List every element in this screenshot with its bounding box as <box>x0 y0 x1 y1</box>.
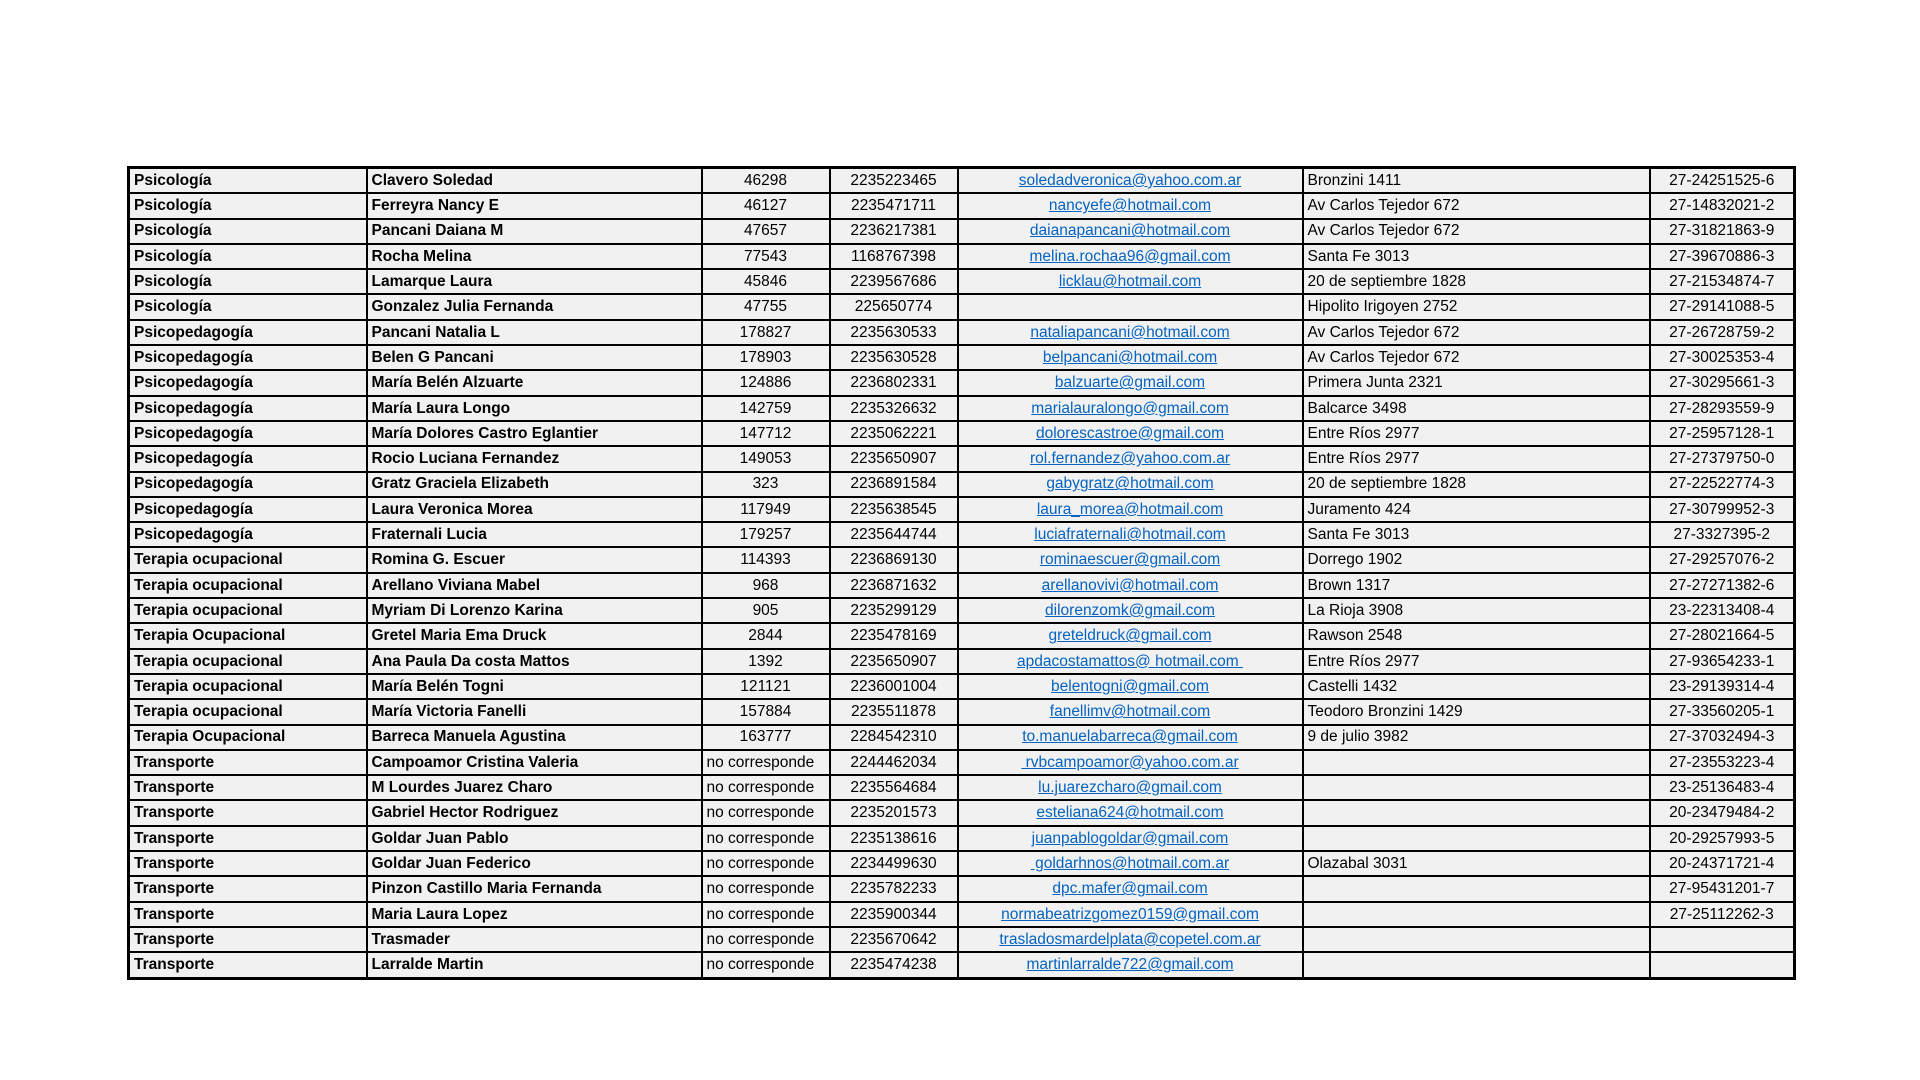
phone-cell: 2236869130 <box>830 547 958 572</box>
number-cell: 178903 <box>702 345 830 370</box>
email-cell <box>958 623 1303 648</box>
category-cell: Psicopedagogía <box>129 446 367 471</box>
table-row <box>129 472 1795 497</box>
number-cell: 178827 <box>702 320 830 345</box>
address-cell: Balcarce 3498 <box>1303 396 1650 421</box>
table-row <box>129 294 1795 319</box>
cuit-cell: 27-25112262-3 <box>1650 902 1795 927</box>
category-cell: Transporte <box>129 750 367 775</box>
cuit-cell: 27-33560205-1 <box>1650 699 1795 724</box>
phone-cell: 2235511878 <box>830 699 958 724</box>
category-cell: Transporte <box>129 902 367 927</box>
category-cell: Psicopedagogía <box>129 370 367 395</box>
number-cell: no corresponde <box>702 876 830 901</box>
table-row <box>129 573 1795 598</box>
email-link[interactable]: arellanovivi@hotmail.com <box>1041 576 1219 594</box>
email-link[interactable]: soledadveronica@yahoo.com.ar <box>1018 171 1242 189</box>
cuit-cell: 27-39670886-3 <box>1650 244 1795 269</box>
name-cell: Barreca Manuela Agustina <box>367 725 702 750</box>
email-cell <box>958 421 1303 446</box>
phone-cell: 2235138616 <box>830 826 958 851</box>
address-cell: Brown 1317 <box>1303 573 1650 598</box>
category-cell: Psicología <box>129 219 367 244</box>
number-cell: 47657 <box>702 219 830 244</box>
cuit-cell: 20-24371721-4 <box>1650 851 1795 876</box>
cuit-cell: 27-14832021-2 <box>1650 193 1795 218</box>
table-row <box>129 320 1795 345</box>
email-cell <box>958 851 1303 876</box>
email-cell <box>958 775 1303 800</box>
email-link[interactable]: apdacostamattos@ hotmail.com <box>1017 652 1243 670</box>
email-link[interactable]: martinlarralde722@gmail.com <box>1026 956 1234 974</box>
category-cell: Psicopedagogía <box>129 421 367 446</box>
email-cell <box>958 902 1303 927</box>
email-link[interactable]: trasladosmardelplata@copetel.com.ar <box>999 930 1261 948</box>
category-cell: Psicología <box>129 168 367 194</box>
phone-cell: 2235201573 <box>830 800 958 825</box>
address-cell: Primera Junta 2321 <box>1303 370 1650 395</box>
phone-cell: 2235223465 <box>830 168 958 194</box>
name-cell: Gratz Graciela Elizabeth <box>367 472 702 497</box>
cuit-cell: 27-29257076-2 <box>1650 547 1795 572</box>
email-link[interactable]: rvbcampoamor@yahoo.com.ar <box>1021 753 1239 771</box>
name-cell: Gretel Maria Ema Druck <box>367 623 702 648</box>
phone-cell: 2236871632 <box>830 573 958 598</box>
name-cell: María Belén Alzuarte <box>367 370 702 395</box>
name-cell: Maria Laura Lopez <box>367 902 702 927</box>
cuit-cell: 27-30295661-3 <box>1650 370 1795 395</box>
name-cell: Goldar Juan Pablo <box>367 826 702 851</box>
email-cell <box>958 927 1303 952</box>
name-cell: Laura Veronica Morea <box>367 497 702 522</box>
category-cell: Psicopedagogía <box>129 472 367 497</box>
phone-cell: 2236001004 <box>830 674 958 699</box>
cuit-cell: 27-22522774-3 <box>1650 472 1795 497</box>
table-row <box>129 623 1795 648</box>
address-cell <box>1303 775 1650 800</box>
address-cell: Entre Ríos 2977 <box>1303 446 1650 471</box>
email-cell <box>958 547 1303 572</box>
category-cell: Transporte <box>129 851 367 876</box>
name-cell: María Victoria Fanelli <box>367 699 702 724</box>
category-cell: Psicología <box>129 269 367 294</box>
name-cell: Gonzalez Julia Fernanda <box>367 294 702 319</box>
email-link[interactable]: dolorescastroe@gmail.com <box>1035 424 1225 442</box>
address-cell: Entre Ríos 2977 <box>1303 649 1650 674</box>
table-row <box>129 547 1795 572</box>
address-cell <box>1303 952 1650 978</box>
email-cell <box>958 396 1303 421</box>
phone-cell: 2235650907 <box>830 649 958 674</box>
email-cell <box>958 472 1303 497</box>
table-row <box>129 244 1795 269</box>
number-cell: 163777 <box>702 725 830 750</box>
name-cell: Arellano Viviana Mabel <box>367 573 702 598</box>
phone-cell: 2244462034 <box>830 750 958 775</box>
email-link[interactable]: greteldruck@gmail.com <box>1048 627 1212 645</box>
phone-cell: 2235564684 <box>830 775 958 800</box>
address-cell <box>1303 750 1650 775</box>
email-link[interactable]: goldarhnos@hotmail.com.ar <box>1030 854 1230 872</box>
email-link[interactable]: licklau@hotmail.com <box>1058 273 1202 291</box>
email-cell <box>958 219 1303 244</box>
email-cell <box>958 345 1303 370</box>
table-row <box>129 168 1795 194</box>
phone-cell: 2235471711 <box>830 193 958 218</box>
email-link[interactable]: dilorenzomk@gmail.com <box>1045 601 1215 619</box>
table-row <box>129 851 1795 876</box>
contacts-table-body <box>129 168 1795 979</box>
email-cell <box>958 370 1303 395</box>
address-cell: Teodoro Bronzini 1429 <box>1303 699 1650 724</box>
phone-cell: 2235782233 <box>830 876 958 901</box>
number-cell: 46298 <box>702 168 830 194</box>
phone-cell: 2235630533 <box>830 320 958 345</box>
number-cell: 323 <box>702 472 830 497</box>
name-cell: Pinzon Castillo Maria Fernanda <box>367 876 702 901</box>
email-link[interactable]: lu.juarezcharo@gmail.com <box>1038 779 1222 797</box>
address-cell: La Rioja 3908 <box>1303 598 1650 623</box>
table-row <box>129 345 1795 370</box>
table-row <box>129 876 1795 901</box>
number-cell: 968 <box>702 573 830 598</box>
category-cell: Psicopedagogía <box>129 345 367 370</box>
cuit-cell: 27-26728759-2 <box>1650 320 1795 345</box>
email-link[interactable]: nancyefe@hotmail.com <box>1048 197 1212 215</box>
email-cell <box>958 497 1303 522</box>
email-link[interactable]: juanpablogoldar@gmail.com <box>1031 829 1229 847</box>
phone-cell: 225650774 <box>830 294 958 319</box>
address-cell: Av Carlos Tejedor 672 <box>1303 193 1650 218</box>
address-cell: Olazabal 3031 <box>1303 851 1650 876</box>
email-cell <box>958 699 1303 724</box>
number-cell: 47755 <box>702 294 830 319</box>
cuit-cell: 27-28293559-9 <box>1650 396 1795 421</box>
number-cell: 124886 <box>702 370 830 395</box>
cuit-cell: 27-3327395-2 <box>1650 522 1795 547</box>
email-link[interactable]: fanellimv@hotmail.com <box>1049 703 1211 721</box>
address-cell: Bronzini 1411 <box>1303 168 1650 194</box>
category-cell: Terapia ocupacional <box>129 598 367 623</box>
name-cell: Rocio Luciana Fernandez <box>367 446 702 471</box>
table-row <box>129 800 1795 825</box>
name-cell: Larralde Martin <box>367 952 702 978</box>
cuit-cell <box>1650 952 1795 978</box>
category-cell: Terapia ocupacional <box>129 649 367 674</box>
category-cell: Psicopedagogía <box>129 320 367 345</box>
number-cell: 121121 <box>702 674 830 699</box>
number-cell: 1392 <box>702 649 830 674</box>
phone-cell: 2235478169 <box>830 623 958 648</box>
number-cell: no corresponde <box>702 902 830 927</box>
cuit-cell <box>1650 927 1795 952</box>
document-page <box>127 166 1796 980</box>
cuit-cell: 27-21534874-7 <box>1650 269 1795 294</box>
category-cell: Psicología <box>129 244 367 269</box>
cuit-cell: 27-30025353-4 <box>1650 345 1795 370</box>
category-cell: Transporte <box>129 927 367 952</box>
address-cell: Av Carlos Tejedor 672 <box>1303 320 1650 345</box>
name-cell: Ana Paula Da costa Mattos <box>367 649 702 674</box>
address-cell: Juramento 424 <box>1303 497 1650 522</box>
table-row <box>129 497 1795 522</box>
address-cell: Dorrego 1902 <box>1303 547 1650 572</box>
category-cell: Terapia ocupacional <box>129 674 367 699</box>
category-cell: Transporte <box>129 800 367 825</box>
name-cell: M Lourdes Juarez Charo <box>367 775 702 800</box>
name-cell: Romina G. Escuer <box>367 547 702 572</box>
category-cell: Psicopedagogía <box>129 522 367 547</box>
name-cell: Belen G Pancani <box>367 345 702 370</box>
category-cell: Transporte <box>129 775 367 800</box>
email-cell <box>958 674 1303 699</box>
table-row <box>129 725 1795 750</box>
table-row <box>129 699 1795 724</box>
address-cell: 20 de septiembre 1828 <box>1303 269 1650 294</box>
email-link[interactable]: marialauralongo@gmail.com <box>1031 399 1229 417</box>
email-link[interactable]: dpc.mafer@gmail.com <box>1052 880 1208 898</box>
email-cell <box>958 750 1303 775</box>
table-row <box>129 370 1795 395</box>
email-cell <box>958 598 1303 623</box>
phone-cell: 2235644744 <box>830 522 958 547</box>
category-cell: Transporte <box>129 952 367 978</box>
address-cell: Av Carlos Tejedor 672 <box>1303 345 1650 370</box>
phone-cell: 2235630528 <box>830 345 958 370</box>
cuit-cell: 27-31821863-9 <box>1650 219 1795 244</box>
number-cell: 157884 <box>702 699 830 724</box>
phone-cell: 2284542310 <box>830 725 958 750</box>
email-cell <box>958 573 1303 598</box>
name-cell: Trasmader <box>367 927 702 952</box>
category-cell: Transporte <box>129 876 367 901</box>
phone-cell: 2235326632 <box>830 396 958 421</box>
number-cell: no corresponde <box>702 775 830 800</box>
phone-cell: 2236802331 <box>830 370 958 395</box>
cuit-cell: 23-29139314-4 <box>1650 674 1795 699</box>
email-link[interactable]: balzuarte@gmail.com <box>1054 374 1206 392</box>
contacts-table <box>127 166 1796 980</box>
address-cell: Hipolito Irigoyen 2752 <box>1303 294 1650 319</box>
address-cell <box>1303 876 1650 901</box>
number-cell: 46127 <box>702 193 830 218</box>
number-cell: 905 <box>702 598 830 623</box>
table-row <box>129 522 1795 547</box>
name-cell: Lamarque Laura <box>367 269 702 294</box>
number-cell: 77543 <box>702 244 830 269</box>
email-cell <box>958 725 1303 750</box>
phone-cell: 2235638545 <box>830 497 958 522</box>
number-cell: no corresponde <box>702 800 830 825</box>
email-link[interactable]: belentogni@gmail.com <box>1051 677 1209 695</box>
table-row <box>129 649 1795 674</box>
name-cell: Clavero Soledad <box>367 168 702 194</box>
email-cell <box>958 826 1303 851</box>
cuit-cell: 23-22313408-4 <box>1650 598 1795 623</box>
cuit-cell: 27-95431201-7 <box>1650 876 1795 901</box>
address-cell: Entre Ríos 2977 <box>1303 421 1650 446</box>
email-link[interactable]: to.manuelabarreca@gmail.com <box>1022 728 1238 746</box>
phone-cell: 2235299129 <box>830 598 958 623</box>
number-cell: 117949 <box>702 497 830 522</box>
category-cell: Psicopedagogía <box>129 396 367 421</box>
email-link[interactable]: luciafraternali@hotmail.com <box>1034 526 1226 544</box>
email-link[interactable]: laura_morea@hotmail.com <box>1036 500 1224 518</box>
email-link[interactable]: esteliana624@hotmail.com <box>1036 804 1224 822</box>
table-row <box>129 219 1795 244</box>
cuit-cell: 27-30799952-3 <box>1650 497 1795 522</box>
email-cell <box>958 522 1303 547</box>
table-row <box>129 446 1795 471</box>
address-cell <box>1303 826 1650 851</box>
table-row <box>129 193 1795 218</box>
cuit-cell: 27-23553223-4 <box>1650 750 1795 775</box>
cuit-cell: 20-23479484-2 <box>1650 800 1795 825</box>
category-cell: Terapia ocupacional <box>129 547 367 572</box>
name-cell: María Laura Longo <box>367 396 702 421</box>
email-cell <box>958 244 1303 269</box>
cuit-cell: 27-24251525-6 <box>1650 168 1795 194</box>
category-cell: Terapia ocupacional <box>129 573 367 598</box>
name-cell: Campoamor Cristina Valeria <box>367 750 702 775</box>
name-cell: Gabriel Hector Rodriguez <box>367 800 702 825</box>
table-row <box>129 750 1795 775</box>
address-cell: Santa Fe 3013 <box>1303 244 1650 269</box>
name-cell: Pancani Daiana M <box>367 219 702 244</box>
phone-cell: 2235474238 <box>830 952 958 978</box>
table-row <box>129 421 1795 446</box>
cuit-cell: 27-28021664-5 <box>1650 623 1795 648</box>
cuit-cell: 23-25136483-4 <box>1650 775 1795 800</box>
cuit-cell: 27-93654233-1 <box>1650 649 1795 674</box>
number-cell: 147712 <box>702 421 830 446</box>
email-cell <box>958 649 1303 674</box>
address-cell: Santa Fe 3013 <box>1303 522 1650 547</box>
name-cell: María Belén Togni <box>367 674 702 699</box>
email-cell <box>958 800 1303 825</box>
table-row <box>129 927 1795 952</box>
email-link[interactable]: daianapancani@hotmail.com <box>1029 222 1231 240</box>
number-cell: no corresponde <box>702 927 830 952</box>
table-row <box>129 598 1795 623</box>
number-cell: 45846 <box>702 269 830 294</box>
phone-cell: 2234499630 <box>830 851 958 876</box>
email-link[interactable]: normabeatrizgomez0159@gmail.com <box>1001 905 1259 923</box>
category-cell: Terapia ocupacional <box>129 699 367 724</box>
email-link[interactable]: belpancani@hotmail.com <box>1042 348 1218 366</box>
address-cell: Av Carlos Tejedor 672 <box>1303 219 1650 244</box>
phone-cell: 2235062221 <box>830 421 958 446</box>
table-row <box>129 902 1795 927</box>
cuit-cell: 27-25957128-1 <box>1650 421 1795 446</box>
number-cell: 142759 <box>702 396 830 421</box>
name-cell: Rocha Melina <box>367 244 702 269</box>
email-cell <box>958 446 1303 471</box>
cuit-cell: 27-27379750-0 <box>1650 446 1795 471</box>
address-cell <box>1303 800 1650 825</box>
email-cell <box>958 168 1303 194</box>
email-link[interactable]: melina.rochaa96@gmail.com <box>1029 247 1231 265</box>
name-cell: Pancani Natalia L <box>367 320 702 345</box>
email-cell <box>958 320 1303 345</box>
table-row <box>129 826 1795 851</box>
name-cell: Myriam Di Lorenzo Karina <box>367 598 702 623</box>
category-cell: Psicología <box>129 193 367 218</box>
address-cell: 9 de julio 3982 <box>1303 725 1650 750</box>
name-cell: Fraternali Lucia <box>367 522 702 547</box>
number-cell: 179257 <box>702 522 830 547</box>
phone-cell: 2239567686 <box>830 269 958 294</box>
email-link[interactable]: rol.fernandez@yahoo.com.ar <box>1029 450 1231 468</box>
name-cell: Ferreyra Nancy E <box>367 193 702 218</box>
category-cell: Psicología <box>129 294 367 319</box>
email-link[interactable]: gabygratz@hotmail.com <box>1046 475 1214 493</box>
category-cell: Terapia Ocupacional <box>129 623 367 648</box>
phone-cell: 2236217381 <box>830 219 958 244</box>
cuit-cell: 27-27271382-6 <box>1650 573 1795 598</box>
number-cell: no corresponde <box>702 750 830 775</box>
email-cell <box>958 294 1303 319</box>
number-cell: no corresponde <box>702 826 830 851</box>
cuit-cell: 27-37032494-3 <box>1650 725 1795 750</box>
category-cell: Transporte <box>129 826 367 851</box>
number-cell: 2844 <box>702 623 830 648</box>
table-row <box>129 674 1795 699</box>
table-row <box>129 775 1795 800</box>
phone-cell: 2235900344 <box>830 902 958 927</box>
number-cell: 149053 <box>702 446 830 471</box>
address-cell: Castelli 1432 <box>1303 674 1650 699</box>
cuit-cell: 20-29257993-5 <box>1650 826 1795 851</box>
phone-cell: 1168767398 <box>830 244 958 269</box>
category-cell: Terapia Ocupacional <box>129 725 367 750</box>
address-cell: 20 de septiembre 1828 <box>1303 472 1650 497</box>
email-cell <box>958 876 1303 901</box>
phone-cell: 2236891584 <box>830 472 958 497</box>
email-link[interactable]: nataliapancani@hotmail.com <box>1030 323 1230 341</box>
address-cell <box>1303 902 1650 927</box>
table-row <box>129 269 1795 294</box>
email-cell <box>958 952 1303 978</box>
table-row <box>129 396 1795 421</box>
number-cell: no corresponde <box>702 952 830 978</box>
phone-cell: 2235650907 <box>830 446 958 471</box>
email-cell <box>958 269 1303 294</box>
table-row <box>129 952 1795 978</box>
number-cell: no corresponde <box>702 851 830 876</box>
address-cell: Rawson 2548 <box>1303 623 1650 648</box>
name-cell: María Dolores Castro Eglantier <box>367 421 702 446</box>
email-link[interactable]: rominaescuer@gmail.com <box>1039 551 1221 569</box>
address-cell <box>1303 927 1650 952</box>
number-cell: 114393 <box>702 547 830 572</box>
name-cell: Goldar Juan Federico <box>367 851 702 876</box>
cuit-cell: 27-29141088-5 <box>1650 294 1795 319</box>
email-cell <box>958 193 1303 218</box>
phone-cell: 2235670642 <box>830 927 958 952</box>
category-cell: Psicopedagogía <box>129 497 367 522</box>
